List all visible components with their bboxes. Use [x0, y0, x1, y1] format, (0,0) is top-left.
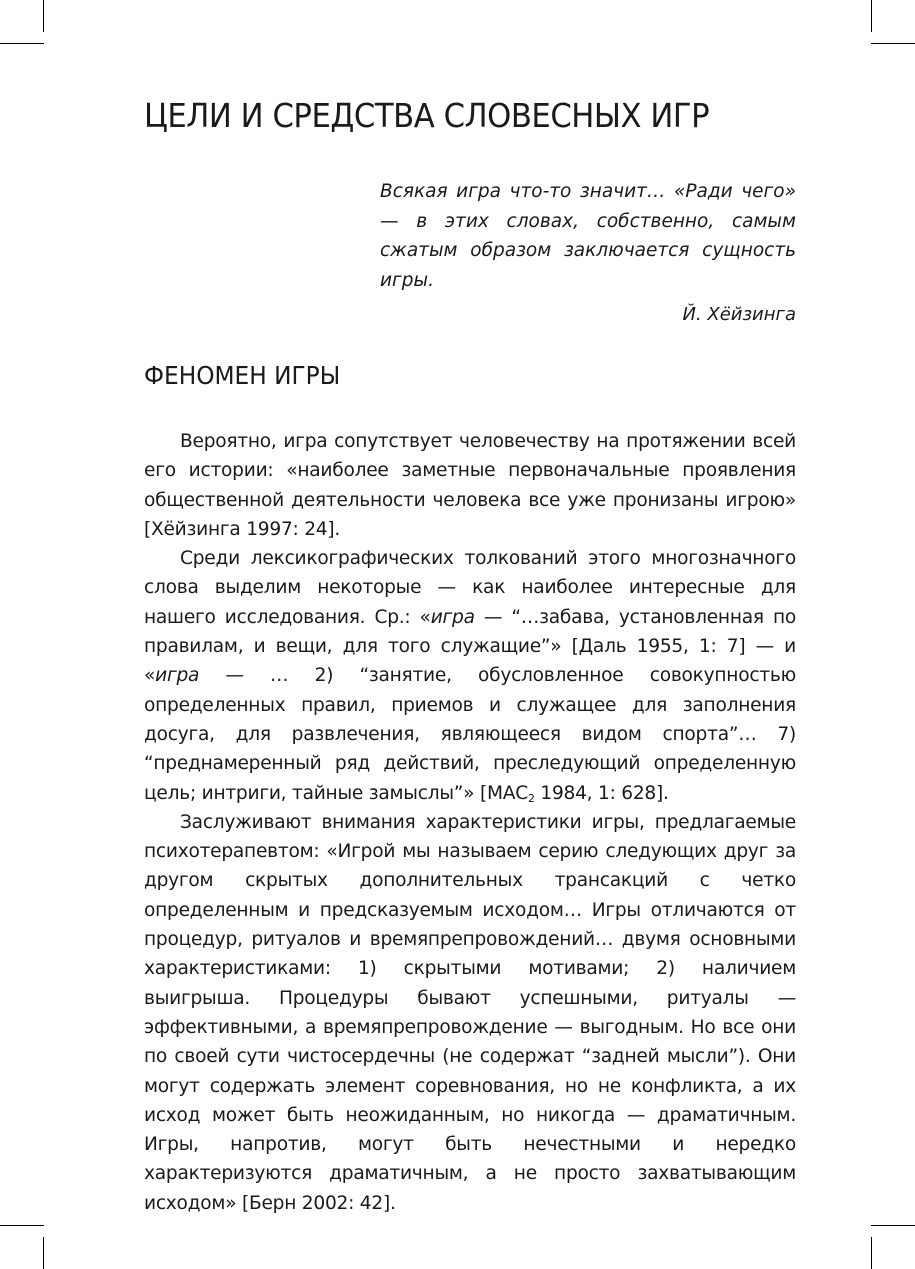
epigraph: [380, 177, 796, 325]
epigraph-quote: Всякая игра что-то значит… «Ради чего» — в этих словах, собственно, самым сжатым образом заключается сущность игры.: [380, 181, 796, 291]
paragraph-2-term-1: игра: [430, 606, 475, 628]
body-text: [144, 427, 796, 1218]
paragraph-2-text-d: 1984, 1: 628].: [534, 782, 669, 804]
paragraph-2-text-c: — … 2) “занятие, обусловленное совокупностью определенных правил, приемов и служащее для заполнения досуга, для развлечения, являющееся видом спорта”… 7) “преднамеренный ряд действий, преследующий определенную цель; интриги, тайные замыслы”» [МАС: [144, 665, 796, 804]
paragraph-3: Заслуживают внимания характеристики игры, предлагаемые психотерапевтом: «Игрой мы называем серию следующих друг за другом скрытых дополнительных трансакций с четко определенным и предсказуемым исходом… Игры отличаются от процедур, ритуалов и времяпрепровождений… двумя основными характеристиками: 1) скрытыми мотивами; 2) наличием выигрыша. Процедуры бывают успешными, ритуалы — эффективными, а времяпрепровождение — выгодным. Но все они по своей сути чистосердечны (не содержат “задней мысли”). Они могут содержать элемент соревнования, но не конфликта, а их исход может быть неожиданным, но никогда — драматичным. Игры, напротив, могут быть нечестными и нередко характеризуются драматичным, а не просто захватывающим исходом» [Берн 2002: 42].: [144, 811, 796, 1214]
paragraph-2-text-a: Среди лексикографических толкований этого многозначного слова выделим некоторые — как наиболее интересные для нашего исследования. Ср.: «: [144, 548, 796, 628]
paragraph-2-subscript: 2: [527, 791, 535, 805]
paragraph-1: Вероятно, игра сопутствует человечеству на протяжении всей его истории: «наиболее заметные первоначальные проявления общественной деятельности человека все уже пронизаны игрою» [Хёйзинга 1997: 24].: [144, 431, 796, 540]
crop-mark-top-right-vertical: [871, 0, 872, 32]
crop-mark-bottom-right-horizontal: [871, 1225, 915, 1226]
epigraph-author: Й. Хёйзинга: [682, 304, 796, 325]
paragraph-2-term-2: игра: [155, 665, 200, 687]
crop-mark-top-left-horizontal: [0, 43, 44, 44]
section-title: ФЕНОМЕН ИГРЫ: [144, 361, 341, 390]
paragraph-2: [144, 544, 796, 808]
crop-mark-top-right-horizontal: [871, 43, 915, 44]
crop-mark-top-left-vertical: [43, 0, 44, 32]
crop-mark-bottom-left-horizontal: [0, 1225, 44, 1226]
crop-mark-bottom-left-vertical: [43, 1237, 44, 1269]
crop-mark-bottom-right-vertical: [871, 1237, 872, 1269]
paragraph-2-text-b: — “…забава, установленная по правилам, и вещи, для того служащие”» [Даль 1955, 1: 7] — и «: [144, 606, 797, 687]
chapter-title: ЦЕЛИ И СРЕДСТВА СЛОВЕСНЫХ ИГР: [144, 96, 710, 135]
